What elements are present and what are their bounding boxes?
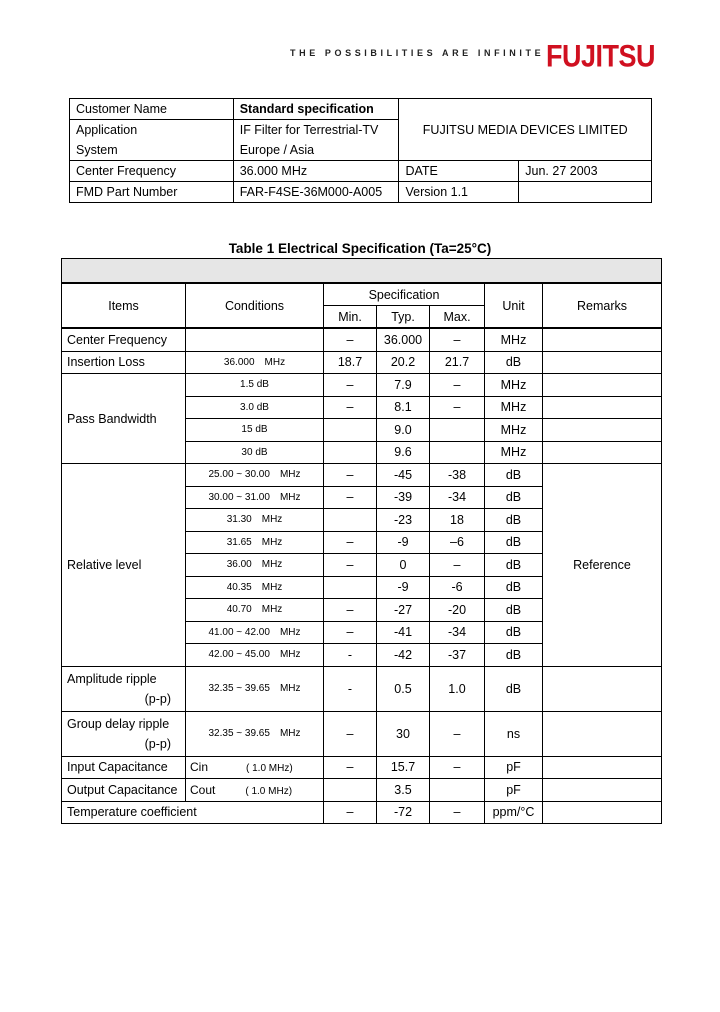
remark — [543, 328, 662, 351]
condition-unit: MHz — [279, 491, 301, 503]
unit-value: MHz — [485, 374, 543, 397]
item-label-text: Amplitude ripple — [67, 671, 157, 686]
customer-name-value: Standard specification — [233, 99, 399, 120]
condition-value: 36.000 — [223, 356, 255, 368]
max-value: – — [430, 396, 485, 419]
min-value: - — [324, 666, 377, 711]
condition-value: ( 1.0 MHz) — [246, 763, 293, 775]
remark — [543, 396, 662, 419]
remark — [543, 621, 662, 644]
unit-value: MHz — [485, 396, 543, 419]
item-label: Input Capacitance — [62, 756, 186, 779]
condition-unit: MHz — [261, 536, 283, 548]
remark — [543, 509, 662, 532]
item-label: Relative level — [62, 464, 186, 667]
typ-value: 9.0 — [377, 419, 430, 442]
system-value: Europe / Asia — [233, 140, 399, 161]
min-value: - — [324, 644, 377, 667]
condition-value: 40.70 — [226, 604, 252, 616]
condition-value: 41.00 ~ 42.00 — [208, 626, 270, 638]
center-frequency-label: Center Frequency — [70, 161, 234, 182]
item-label-text: Group delay ripple — [67, 716, 170, 731]
remark — [543, 576, 662, 599]
condition — [186, 486, 324, 509]
min-value: 18.7 — [324, 351, 377, 374]
typ-value: 0 — [377, 554, 430, 577]
condition-unit: MHz — [279, 649, 301, 661]
unit-value: MHz — [485, 419, 543, 442]
condition: 30 dB — [186, 441, 324, 464]
condition-unit: MHz — [261, 514, 283, 526]
part-number-label: FMD Part Number — [70, 182, 234, 203]
unit-value: dB — [485, 531, 543, 554]
condition — [186, 666, 324, 711]
max-value: 21.7 — [430, 351, 485, 374]
table-row — [62, 801, 662, 824]
max-value: -38 — [430, 464, 485, 487]
condition — [186, 621, 324, 644]
max-value: – — [430, 756, 485, 779]
typ-value: -72 — [377, 801, 430, 824]
condition-symbol: Cout — [190, 782, 216, 797]
table-row — [62, 666, 662, 711]
min-value: – — [324, 464, 377, 487]
typ-value: -45 — [377, 464, 430, 487]
max-value: – — [430, 801, 485, 824]
max-value: -6 — [430, 576, 485, 599]
spec-table — [61, 258, 662, 824]
remark — [543, 756, 662, 779]
typ-value: -23 — [377, 509, 430, 532]
item-label: Pass Bandwidth — [62, 374, 186, 464]
table-row — [62, 464, 662, 487]
typ-value: -39 — [377, 486, 430, 509]
min-value — [324, 779, 377, 802]
condition-value: 25.00 ~ 30.00 — [208, 469, 270, 481]
item-label — [62, 711, 186, 756]
max-value: -20 — [430, 599, 485, 622]
table-row — [62, 374, 662, 397]
center-frequency-value: 36.000 MHz — [233, 161, 399, 182]
part-number-value: FAR-F4SE-36M000-A005 — [233, 182, 399, 203]
condition-value: 32.35 ~ 39.65 — [208, 728, 270, 739]
condition — [186, 464, 324, 487]
condition-value: 42.00 ~ 45.00 — [208, 649, 270, 661]
typ-value: 8.1 — [377, 396, 430, 419]
item-label: Insertion Loss — [62, 351, 186, 374]
header-items: Items — [62, 283, 186, 328]
item-label — [62, 666, 186, 711]
unit-value: dB — [485, 666, 543, 711]
application-value: IF Filter for Terrestrial-TV — [233, 120, 399, 141]
condition — [186, 779, 324, 802]
max-value: – — [430, 711, 485, 756]
min-value: – — [324, 328, 377, 351]
remark — [543, 801, 662, 824]
remark — [543, 779, 662, 802]
typ-value: 15.7 — [377, 756, 430, 779]
condition-value: 31.30 — [226, 514, 252, 526]
min-value: – — [324, 711, 377, 756]
condition-unit: MHz — [279, 683, 301, 694]
condition-value: 30.00 ~ 31.00 — [208, 491, 270, 503]
item-sublabel: (p-p) — [144, 736, 171, 751]
max-value — [430, 779, 485, 802]
condition-value: 40.35 — [226, 581, 252, 593]
condition-symbol: Cin — [190, 760, 209, 775]
condition-unit: MHz — [279, 626, 301, 638]
condition-unit: MHz — [264, 356, 286, 368]
min-value: – — [324, 374, 377, 397]
remark — [543, 666, 662, 711]
typ-value: 3.5 — [377, 779, 430, 802]
condition-unit: MHz — [279, 728, 301, 739]
typ-value: 0.5 — [377, 666, 430, 711]
min-value: – — [324, 599, 377, 622]
unit-value: dB — [485, 509, 543, 532]
max-value: – — [430, 328, 485, 351]
remark-reference: Reference — [543, 554, 662, 577]
application-label: Application — [70, 120, 234, 141]
remark — [543, 711, 662, 756]
remark — [543, 441, 662, 464]
header-min: Min. — [324, 306, 377, 329]
condition — [186, 351, 324, 374]
min-value: – — [324, 531, 377, 554]
max-value: – — [430, 554, 485, 577]
condition — [186, 711, 324, 756]
customer-name-label: Customer Name — [70, 99, 234, 120]
typ-value: 7.9 — [377, 374, 430, 397]
remark — [543, 374, 662, 397]
unit-value: dB — [485, 486, 543, 509]
typ-value: -42 — [377, 644, 430, 667]
typ-value: -27 — [377, 599, 430, 622]
condition-value: ( 1.0 MHz) — [245, 785, 293, 797]
empty-cell — [519, 182, 652, 203]
item-sublabel: (p-p) — [144, 691, 171, 706]
typ-value: -9 — [377, 576, 430, 599]
condition: 1.5 dB — [186, 374, 324, 397]
tagline: THE POSSIBILITIES ARE INFINITE — [290, 48, 545, 58]
version: Version 1.1 — [399, 182, 519, 203]
condition-unit: MHz — [261, 581, 283, 593]
typ-value: -9 — [377, 531, 430, 554]
condition — [186, 509, 324, 532]
typ-value: 36.000 — [377, 328, 430, 351]
condition-value: 32.35 ~ 39.65 — [208, 683, 270, 694]
max-value: -34 — [430, 486, 485, 509]
condition-unit: MHz — [279, 469, 301, 481]
min-value: – — [324, 621, 377, 644]
max-value: –6 — [430, 531, 485, 554]
unit-value: pF — [485, 756, 543, 779]
header-unit: Unit — [485, 283, 543, 328]
document-info-table — [69, 98, 652, 203]
max-value: – — [430, 374, 485, 397]
condition — [186, 756, 324, 779]
max-value — [430, 419, 485, 442]
unit-value: MHz — [485, 441, 543, 464]
table-row — [62, 711, 662, 756]
remark — [543, 599, 662, 622]
header-typ: Typ. — [377, 306, 430, 329]
max-value: 18 — [430, 509, 485, 532]
condition: 3.0 dB — [186, 396, 324, 419]
condition — [186, 328, 324, 351]
condition — [186, 554, 324, 577]
unit-value: ns — [485, 711, 543, 756]
fujitsu-logo: FUJITSU — [546, 38, 656, 74]
condition — [186, 531, 324, 554]
table-row — [62, 328, 662, 351]
item-label: Center Frequency — [62, 328, 186, 351]
remark — [543, 531, 662, 554]
min-value: – — [324, 396, 377, 419]
unit-value: dB — [485, 351, 543, 374]
unit-value: dB — [485, 599, 543, 622]
min-value — [324, 441, 377, 464]
date-value: Jun. 27 2003 — [519, 161, 652, 182]
remark — [543, 644, 662, 667]
table-title: Table 1 Electrical Specification (Ta=25°C) — [228, 241, 492, 256]
condition-value: 36.00 — [226, 559, 252, 571]
max-value: -37 — [430, 644, 485, 667]
unit-value: dB — [485, 576, 543, 599]
min-value: – — [324, 486, 377, 509]
typ-value: 30 — [377, 711, 430, 756]
condition-value: 31.65 — [226, 536, 252, 548]
unit-value: pF — [485, 779, 543, 802]
condition-unit: MHz — [261, 604, 283, 616]
header-conditions: Conditions — [186, 283, 324, 328]
unit-value: dB — [485, 464, 543, 487]
header-max: Max. — [430, 306, 485, 329]
table-row — [62, 756, 662, 779]
table-row — [62, 779, 662, 802]
min-value: – — [324, 756, 377, 779]
min-value: – — [324, 554, 377, 577]
min-value — [324, 419, 377, 442]
min-value: – — [324, 801, 377, 824]
remark — [543, 486, 662, 509]
header-specification: Specification — [324, 283, 485, 306]
table-row — [62, 351, 662, 374]
remark — [543, 351, 662, 374]
max-value: 1.0 — [430, 666, 485, 711]
remark — [543, 464, 662, 487]
max-value: -34 — [430, 621, 485, 644]
typ-value: -41 — [377, 621, 430, 644]
header-remarks: Remarks — [543, 283, 662, 328]
condition-unit: MHz — [261, 559, 283, 571]
typ-value: 9.6 — [377, 441, 430, 464]
max-value — [430, 441, 485, 464]
date-label: DATE — [399, 161, 519, 182]
typ-value: 20.2 — [377, 351, 430, 374]
unit-value: dB — [485, 621, 543, 644]
unit-value: ppm/°C — [485, 801, 543, 824]
condition — [186, 576, 324, 599]
gray-header-band — [62, 259, 662, 284]
item-label: Temperature coefficient — [62, 801, 324, 824]
unit-value: dB — [485, 644, 543, 667]
system-label: System — [70, 140, 234, 161]
item-label: Output Capacitance — [62, 779, 186, 802]
min-value — [324, 576, 377, 599]
remark — [543, 419, 662, 442]
condition — [186, 644, 324, 667]
unit-value: dB — [485, 554, 543, 577]
condition — [186, 599, 324, 622]
company-name: FUJITSU MEDIA DEVICES LIMITED — [399, 99, 652, 161]
unit-value: MHz — [485, 328, 543, 351]
condition: 15 dB — [186, 419, 324, 442]
min-value — [324, 509, 377, 532]
